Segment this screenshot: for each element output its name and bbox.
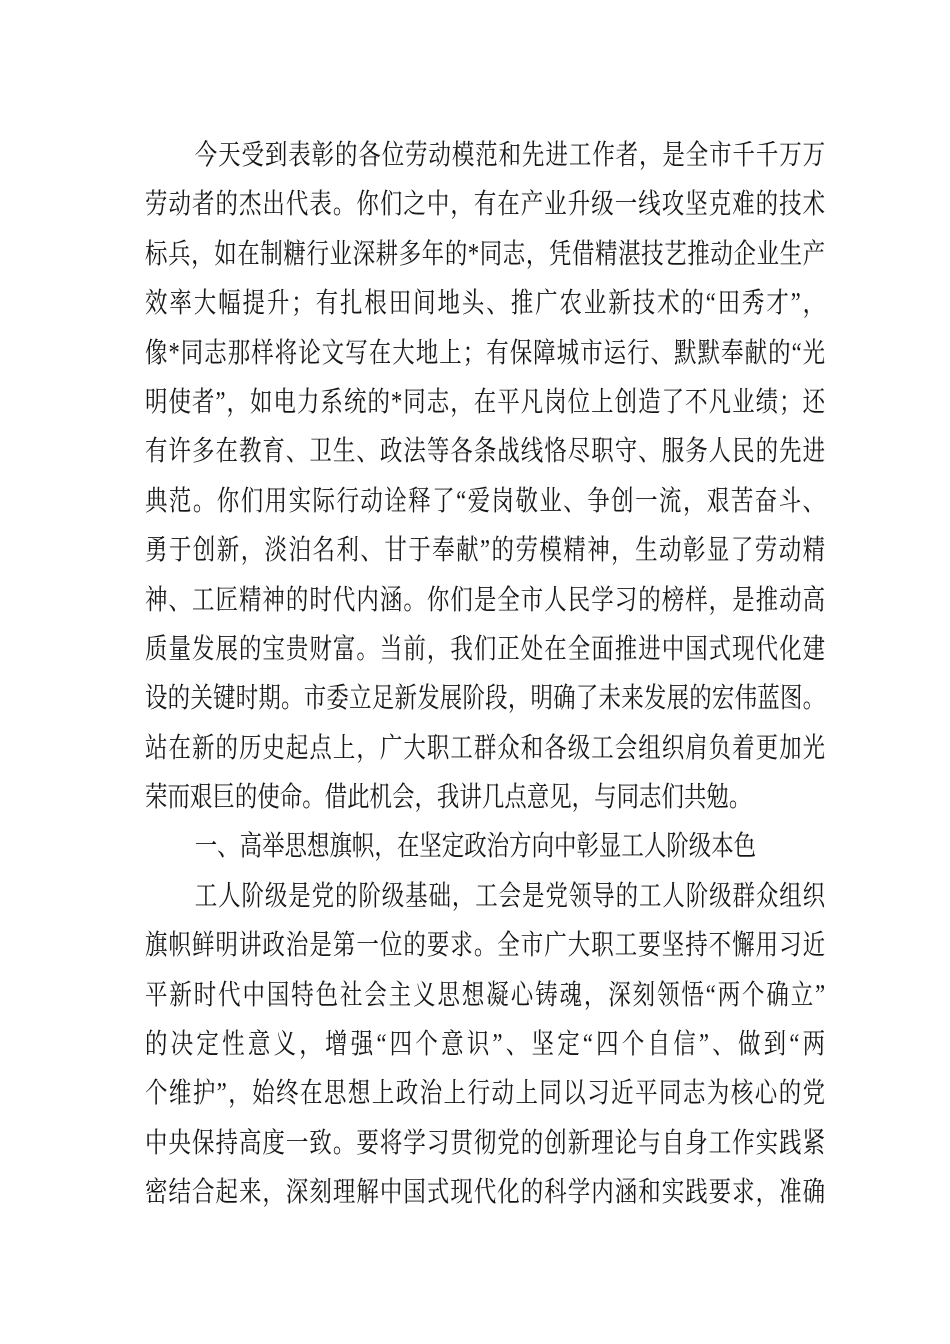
text-line-paragraph-1-14: 荣而艰巨的使命。借此机会，我讲几点意见，与同志们共勉。	[145, 782, 752, 814]
text-line-paragraph-2-1: 工人阶级是党的阶级基础，工会是党领导的工人阶级群众组织	[194, 880, 826, 912]
text-line-paragraph-1-9: 勇于创新，淡泊名利、甘于奉献”的劳模精神，生动彰显了劳动精	[145, 535, 826, 567]
text-line-paragraph-1-10: 神、工匠精神的时代内涵。你们是全市人民学习的榜样，是推动高	[145, 584, 826, 616]
text-line-paragraph-1-11: 质量发展的宝贵财富。当前，我们正处在全面推进中国式现代化建	[145, 633, 826, 665]
text-line-paragraph-2-7: 密结合起来，深刻理解中国式现代化的科学内涵和实践要求，准确	[145, 1177, 826, 1209]
text-line-paragraph-2-6: 中央保持高度一致。要将学习贯彻党的创新理论与自身工作实践紧	[145, 1127, 826, 1159]
heading-line-section-heading-1-1: 一、高举思想旗帜，在坚定政治方向中彰显工人阶级本色	[194, 831, 757, 863]
text-line-paragraph-1-6: 明使者”，如电力系统的*同志，在平凡岗位上创造了不凡业绩；还	[145, 386, 826, 418]
text-line-paragraph-2-4: 的决定性意义，增强“四个意识”、坚定“四个自信”、做到“两	[145, 1029, 826, 1061]
text-line-paragraph-2-5: 个维护”，始终在思想上政治上行动上同以习近平同志为核心的党	[145, 1078, 826, 1110]
text-line-paragraph-1-12: 设的关键时期。市委立足新发展阶段，明确了未来发展的宏伟蓝图。	[145, 683, 826, 715]
text-line-paragraph-1-3: 标兵，如在制糖行业深耕多年的*同志，凭借精湛技艺推动企业生产	[145, 238, 826, 270]
text-line-paragraph-2-2: 旗帜鲜明讲政治是第一位的要求。全市广大职工要坚持不懈用习近	[145, 930, 826, 962]
text-line-paragraph-1-13: 站在新的历史起点上，广大职工群众和各级工会组织肩负着更加光	[145, 732, 826, 764]
text-line-paragraph-2-3: 平新时代中国特色社会主义思想凝心铸魂，深刻领悟“两个确立”	[145, 979, 826, 1011]
text-line-paragraph-1-8: 典范。你们用实际行动诠释了“爱岗敬业、争创一流，艰苦奋斗、	[145, 485, 826, 517]
text-line-paragraph-1-2: 劳动者的杰出代表。你们之中，有在产业升级一线攻坚克难的技术	[145, 189, 826, 221]
document-body	[145, 131, 825, 1218]
text-line-paragraph-1-5: 像*同志那样将论文写在大地上；有保障城市运行、默默奉献的“光	[145, 337, 826, 369]
text-line-paragraph-1-7: 有许多在教育、卫生、政法等各条战线恪尽职守、服务人民的先进	[145, 436, 826, 468]
text-line-paragraph-1-1: 今天受到表彰的各位劳动模范和先进工作者，是全市千千万万	[194, 140, 826, 171]
text-line-paragraph-1-4: 效率大幅提升；有扎根田间地头、推广农业新技术的“田秀才”，	[145, 288, 826, 320]
